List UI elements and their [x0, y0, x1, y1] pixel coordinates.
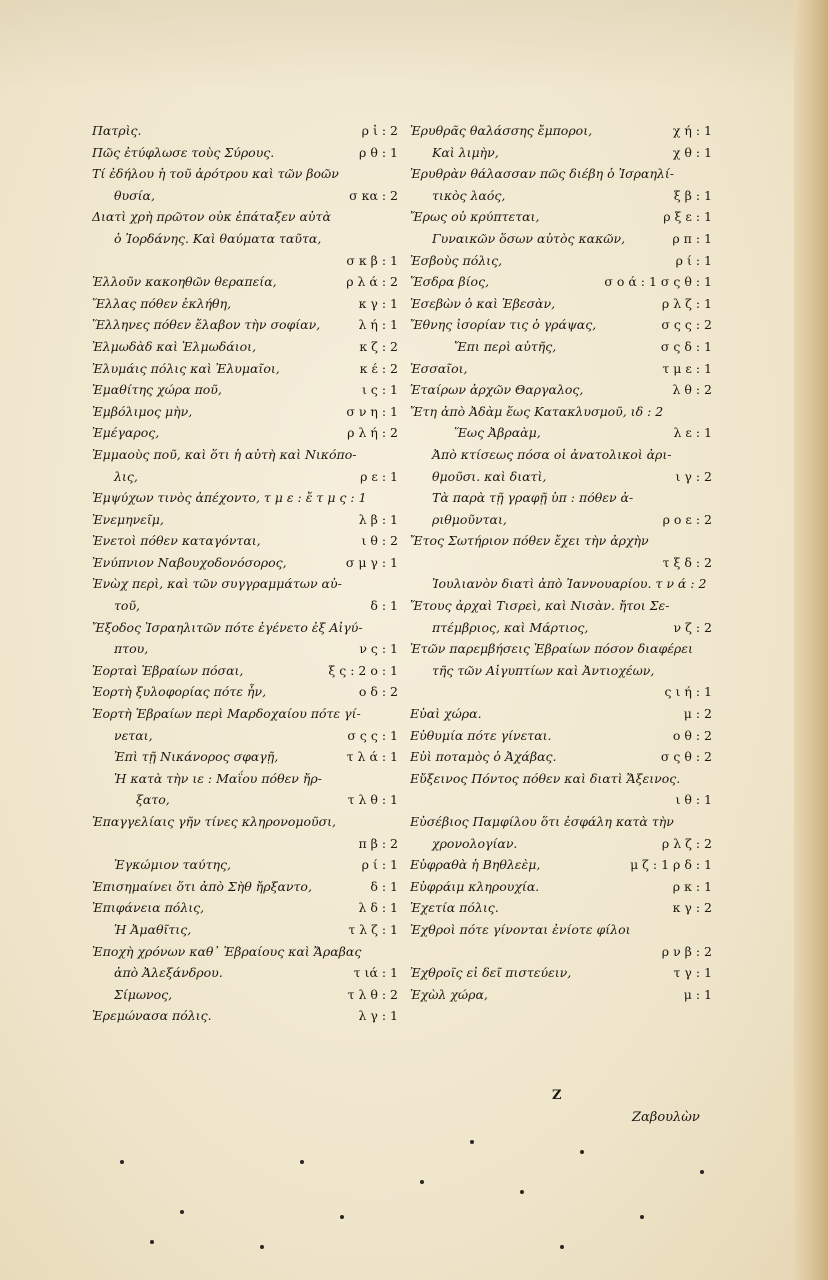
entry-text: Ἡ κατὰ τὴν ιε : Μαΐου πόθεν ἤρ- — [114, 770, 322, 786]
entry-text: Πατρὶς. — [92, 123, 142, 138]
index-entry — [92, 142, 398, 164]
index-entry — [92, 617, 398, 639]
index-entry — [410, 811, 712, 833]
entry-text: Ἐνετοὶ πόθεν καταγόνται, — [92, 533, 261, 549]
entry-text: Ἐμβόλιμος μὴν, — [92, 403, 193, 419]
bleed-dot — [180, 1210, 184, 1214]
entry-reference: τ μ ε : 1 — [662, 360, 712, 376]
bleed-dot — [560, 1245, 564, 1249]
entry-reference: σ κα : 2 — [349, 187, 398, 203]
index-entry — [92, 638, 398, 660]
entry-reference: τ ξ δ : 2 — [662, 554, 712, 570]
entry-reference: ι θ : 2 — [361, 533, 398, 549]
entry-text: Ἐμέγαρος, — [92, 425, 160, 441]
entry-text: ὁ Ἰορδάνης. Καὶ θαύματα ταῦτα, — [114, 230, 322, 246]
index-entry — [410, 681, 712, 703]
entry-text: τικὸς λαός, — [432, 187, 506, 203]
entry-text: Ἐσβοὺς πόλις, — [410, 252, 503, 268]
entry-text: Εὐφραθὰ ἡ Βηθλεὲμ, — [410, 857, 541, 873]
entry-text: Ἐλυμάις πόλις καὶ Ἐλυμαῖοι, — [92, 360, 280, 376]
entry-reference: τ γ : 1 — [673, 965, 712, 981]
index-entry — [92, 984, 398, 1006]
index-entry — [410, 358, 712, 380]
bleed-dot — [300, 1160, 304, 1164]
signature-mark: Z — [552, 1088, 562, 1103]
index-entry — [92, 897, 398, 919]
entry-text: Ἐρυθρὰν θάλασσαν πῶς διέβη ὁ Ἰσραηλί- — [410, 166, 674, 182]
entry-text: Ἐσσαῖοι, — [410, 360, 468, 376]
entry-text: πτου, — [114, 641, 149, 657]
bleed-dot — [120, 1160, 124, 1164]
index-entry — [92, 854, 398, 876]
index-entry — [410, 509, 712, 531]
index-entry — [410, 293, 712, 315]
entry-reference: ς ι ή : 1 — [664, 684, 712, 700]
entry-text: Ἐγκώμιον ταύτης, — [114, 857, 231, 873]
entry-reference: ρ λ ή : 2 — [347, 425, 398, 441]
entry-text: Ἐχετία πόλις. — [410, 900, 499, 916]
index-entry — [410, 919, 712, 941]
index-entry — [92, 789, 398, 811]
index-entry — [410, 314, 712, 336]
index-entry — [92, 941, 398, 963]
bleed-dot — [580, 1150, 584, 1154]
entry-reference: δ : 1 — [370, 598, 398, 614]
entry-reference: τ λ ζ : 1 — [348, 921, 398, 937]
entry-text: Ἔπι περὶ αὐτῆς, — [454, 338, 557, 354]
index-entry — [410, 228, 712, 250]
entry-reference: σ ς ς : 1 — [347, 727, 398, 743]
index-entry — [92, 206, 398, 228]
entry-text: Ἐμαθίτης χώρα ποῦ, — [92, 382, 222, 398]
entry-reference: χ ή : 1 — [672, 123, 712, 138]
entry-text: Ἑορτὴ Ἑβραίων περὶ Μαρδοχαίου πότε γί- — [92, 706, 361, 722]
entry-reference: μ : 1 — [683, 986, 712, 1002]
entry-reference: ο δ : 2 — [358, 684, 398, 700]
index-entry — [92, 962, 398, 984]
index-column-right — [410, 120, 712, 1005]
entry-text: λις, — [114, 468, 138, 484]
index-entry — [410, 530, 712, 552]
entry-text: θμοῦσι. καὶ διατὶ, — [432, 468, 547, 484]
entry-text: Ἕλλας πόθεν ἐκλήθη, — [92, 295, 232, 311]
entry-text: Ἐπιφάνεια πόλις, — [92, 900, 205, 916]
entry-reference: ν ζ : 2 — [673, 619, 712, 635]
entry-text: Τὰ παρὰ τῇ γραφῇ ὑπ : πόθεν ἀ- — [432, 490, 634, 506]
entry-text: Ἐνεμηνεῖμ, — [92, 511, 164, 527]
entry-reference: ν ς : 1 — [359, 641, 398, 657]
entry-reference: λ ή : 1 — [358, 317, 398, 333]
index-entry — [92, 444, 398, 466]
entry-text: Πῶς ἐτύφλωσε τοὺς Σύρους. — [92, 144, 275, 160]
index-entry — [92, 876, 398, 898]
entry-text: Ἐσεβὼν ὁ καὶ Ἐβεσὰν, — [410, 295, 556, 311]
entry-text: Ἔτος Σωτήριον πόθεν ἔχει τὴν ἀρχὴν — [410, 533, 649, 549]
entry-text: Ἔσδρα βίος, — [410, 274, 490, 290]
entry-reference: τ λ θ : 2 — [347, 986, 398, 1002]
entry-reference: σ ο ά : 1 σ ς θ : 1 — [604, 274, 712, 290]
entry-reference: ι θ : 1 — [675, 792, 712, 808]
entry-text: Σίμωνος, — [114, 986, 173, 1002]
entry-text: Ἐπαγγελίαις γῆν τίνες κληρονομοῦσι, — [92, 814, 337, 829]
index-entry — [92, 768, 398, 790]
index-entry — [92, 703, 398, 725]
catchword: Ζαβουλὼν — [632, 1110, 700, 1125]
index-entry — [92, 1005, 398, 1027]
entry-reference: κ έ : 2 — [359, 360, 398, 376]
entry-reference: κ ζ : 2 — [359, 338, 398, 354]
index-entry — [410, 206, 712, 228]
entry-text: Ἔξοδος Ἰσραηλιτῶν πότε ἐγένετο ἐξ Αἰγύ- — [92, 619, 363, 635]
entry-reference: τ λ ά : 1 — [346, 749, 398, 765]
index-entry — [92, 487, 398, 509]
entry-text: χρονολογίαν. — [432, 835, 518, 851]
index-entry — [92, 250, 398, 272]
entry-reference: ρ ί : 1 — [361, 857, 398, 873]
index-entry — [92, 358, 398, 380]
entry-reference: χ θ : 1 — [672, 144, 712, 160]
page-edge — [794, 0, 828, 1280]
index-entry — [410, 142, 712, 164]
entry-text: Ἐτῶν παρεμβήσεις Ἑβραίων πόσον διαφέρει — [410, 641, 693, 657]
index-entry — [410, 789, 712, 811]
entry-text: Ἐχθροὶ πότε γίνονται ἐνίοτε φίλοι — [410, 921, 631, 937]
index-entry — [410, 617, 712, 639]
entry-text: Ἐπὶ τῇ Νικάνορος σφαγῇ, — [114, 749, 279, 765]
entry-text: Ἔτους ἀρχαὶ Τισρεὶ, καὶ Νισὰν. ἤτοι Σε- — [410, 598, 670, 614]
bleed-dot — [640, 1215, 644, 1219]
entry-reference: κ γ : 2 — [672, 900, 712, 916]
index-column-left — [92, 120, 398, 1027]
entry-text: Ἐρυθρᾶς θαλάσσης ἔμποροι, — [410, 123, 593, 138]
entry-reference: ι ς : 1 — [362, 382, 398, 398]
index-entry — [92, 595, 398, 617]
entry-text: Εὐαὶ χώρα. — [410, 706, 482, 722]
entry-reference: ρ κ : 1 — [672, 878, 712, 894]
bleed-dot — [260, 1245, 264, 1249]
entry-text: Ἑορταὶ Ἑβραίων πόσαι, — [92, 662, 244, 678]
entry-text: Εὐσέβιος Παμφίλου ὅτι ἐσφάλη κατὰ τὴν — [410, 814, 674, 829]
index-entry — [410, 703, 712, 725]
entry-text: Εὐθυμία πότε γίνεται. — [410, 727, 552, 743]
entry-reference: σ ς ς : 2 — [661, 317, 712, 333]
entry-reference: τ ιά : 1 — [353, 965, 398, 981]
entry-text: Ἐποχὴ χρόνων καθ᾽ Ἑβραίους καὶ Ἄραβας — [92, 943, 362, 959]
index-entry — [410, 444, 712, 466]
entry-reference: κ γ : 1 — [358, 295, 398, 311]
index-entry — [92, 163, 398, 185]
index-entry — [410, 250, 712, 272]
index-entry — [410, 833, 712, 855]
index-entry — [410, 768, 712, 790]
entry-reference: σ μ γ : 1 — [345, 554, 398, 570]
entry-text: τοῦ, — [114, 598, 141, 614]
index-entry — [92, 379, 398, 401]
entry-reference: τ λ θ : 1 — [347, 792, 398, 808]
entry-text: Καὶ λιμὴν, — [432, 144, 499, 160]
index-entry — [410, 984, 712, 1006]
index-entry — [92, 509, 398, 531]
entry-text: Εὐὶ ποταμὸς ὁ Ἀχάβας. — [410, 749, 557, 765]
entry-reference: ρ ο ε : 2 — [662, 511, 712, 527]
entry-reference: σ ν η : 1 — [346, 403, 398, 419]
index-entry — [410, 876, 712, 898]
bleed-dot — [700, 1170, 704, 1174]
index-entry — [410, 163, 712, 185]
index-entry — [92, 919, 398, 941]
entry-reference: ρ λ ζ : 1 — [661, 295, 712, 311]
index-entry — [410, 660, 712, 682]
index-entry — [92, 271, 398, 293]
entry-text: ξατο, — [136, 792, 170, 808]
entry-text: Ἐνύπνιον Ναβουχοδονόσορος, — [92, 554, 287, 570]
entry-text: πτέμβριος, καὶ Μάρτιος, — [432, 619, 589, 635]
entry-reference: λ θ : 2 — [672, 382, 712, 398]
entry-text: ἀπὸ Ἀλεξάνδρου. — [114, 965, 223, 981]
entry-reference: ξ β : 1 — [673, 187, 712, 203]
index-entry — [410, 638, 712, 660]
entry-text: ριθμοῦνται, — [432, 511, 507, 527]
entry-text: Ἔθνης ἰσορίαν τις ὁ γράψας, — [410, 317, 597, 333]
entry-text: Ἐπισημαίνει ὅτι ἀπὸ Σὴθ ἤρξαντο, — [92, 878, 312, 894]
entry-text: Ἑταίρων ἀρχῶν Θαργαλος, — [410, 382, 584, 398]
entry-reference: π β : 2 — [358, 835, 398, 851]
bleed-dot — [520, 1190, 524, 1194]
index-entry — [410, 422, 712, 444]
entry-text: Ἕως Ἀβραὰμ, — [454, 425, 541, 441]
index-entry — [92, 725, 398, 747]
entry-reference: ρ ἱ : 2 — [361, 123, 398, 138]
bleed-dot — [470, 1140, 474, 1144]
entry-text: Τί ἐδήλου ἡ τοῦ ἀρότρου καὶ τῶν βοῶν — [92, 166, 339, 182]
entry-reference: ρ λ ζ : 2 — [661, 835, 712, 851]
entry-text: Ἐμμαοὺς ποῦ, καὶ ὅτι ἡ αὐτὴ καὶ Νικόπο- — [92, 446, 357, 462]
entry-text: Ἡ Ἀμαθῖτις, — [114, 921, 192, 937]
entry-text: Ἔτη ἀπὸ Ἀδὰμ ἕως Κατακλυσμοῦ, ιδ : 2 — [410, 403, 664, 419]
index-entry — [92, 314, 398, 336]
entry-text: Ἔρως οὐ κρύπτεται, — [410, 209, 540, 225]
index-entry — [410, 379, 712, 401]
index-entry — [92, 681, 398, 703]
entry-reference: ρ π : 1 — [672, 230, 712, 246]
index-entry — [410, 120, 712, 142]
entry-reference: ρ ν β : 2 — [661, 943, 712, 959]
index-entry — [410, 552, 712, 574]
index-entry — [92, 401, 398, 423]
index-entry — [92, 833, 398, 855]
index-entry — [92, 228, 398, 250]
bleed-dot — [340, 1215, 344, 1219]
index-entry — [92, 660, 398, 682]
entry-reference: ρ ξ ε : 1 — [663, 209, 712, 225]
entry-reference: ρ λ ά : 2 — [346, 274, 398, 290]
entry-reference: ρ θ : 1 — [359, 144, 398, 160]
entry-text: Ἐχθροῖς εἰ δεῖ πιστεύειν, — [410, 965, 572, 981]
entry-text: Ἐρεμώνασα πόλις. — [92, 1008, 212, 1024]
entry-text: Ἐνὼχ περὶ, καὶ τῶν συγγραμμάτων αὐ- — [92, 576, 342, 592]
index-entry — [92, 293, 398, 315]
entry-reference: ι γ : 2 — [675, 468, 712, 484]
entry-text: νεται, — [114, 727, 153, 743]
index-entry — [410, 487, 712, 509]
index-entry — [92, 552, 398, 574]
index-entry — [410, 336, 712, 358]
index-entry — [410, 854, 712, 876]
entry-text: Εὐφράιμ κληρουχία. — [410, 878, 540, 894]
page-top-shadow — [0, 0, 828, 90]
index-entry — [410, 962, 712, 984]
entry-reference: δ : 1 — [370, 878, 398, 894]
entry-text: Ἰουλιανὸν διατὶ ἀπὸ Ἰαννουαρίου. τ ν ά : 2 — [432, 576, 706, 592]
entry-reference: σ κ β : 1 — [346, 252, 398, 268]
bleed-dot — [420, 1180, 424, 1184]
index-entry — [92, 530, 398, 552]
entry-text: Εὔξεινος Πόντος πόθεν καὶ διατὶ Ἄξεινος. — [410, 770, 681, 786]
entry-text: Διατὶ χρὴ πρῶτον οὐκ ἐπάταξεν αὐτὰ — [92, 209, 331, 225]
index-entry — [92, 811, 398, 833]
entry-text: Ἕλληνες πόθεν ἔλαβον τὴν σοφίαν, — [92, 317, 321, 333]
entry-reference: λ γ : 1 — [358, 1008, 398, 1024]
index-entry — [92, 573, 398, 595]
entry-reference: λ β : 1 — [358, 511, 398, 527]
index-entry — [92, 746, 398, 768]
entry-reference: ξ ς : 2 ο : 1 — [328, 662, 398, 678]
entry-text: Ἑορτὴ ξυλοφορίας πότε ἦν, — [92, 684, 267, 700]
index-entry — [92, 336, 398, 358]
entry-text: Ἀπὸ κτίσεως πόσα οἱ ἀνατολικοὶ ἀρι- — [432, 446, 672, 462]
entry-text: Ἐμψύχων τινὸς ἀπέχοντο, τ μ ε : ἔ τ μ ς : 1 — [92, 490, 367, 506]
index-entry — [410, 185, 712, 207]
index-entry — [410, 401, 712, 423]
entry-text: τῆς τῶν Αἰγυπτίων καὶ Ἀντιοχέων, — [432, 662, 655, 678]
entry-reference: μ ζ : 1 ρ δ : 1 — [630, 857, 712, 873]
index-entry — [410, 725, 712, 747]
entry-reference: σ ς δ : 1 — [660, 338, 712, 354]
index-entry — [92, 185, 398, 207]
entry-reference: μ : 2 — [683, 706, 712, 722]
entry-reference: λ ε : 1 — [673, 425, 712, 441]
entry-text: Ἐλλοῦν κακοηθῶν θεραπεία, — [92, 274, 277, 290]
index-entry — [410, 573, 712, 595]
index-entry — [92, 422, 398, 444]
index-entry — [410, 271, 712, 293]
index-entry — [92, 120, 398, 142]
entry-reference: λ δ : 1 — [358, 900, 398, 916]
index-entry — [410, 897, 712, 919]
entry-reference: σ ς θ : 2 — [660, 749, 712, 765]
entry-reference: ο θ : 2 — [672, 727, 712, 743]
entry-reference: ρ ί : 1 — [675, 252, 712, 268]
index-entry — [92, 466, 398, 488]
index-entry — [410, 746, 712, 768]
entry-reference: ρ ε : 1 — [360, 468, 398, 484]
index-entry — [410, 466, 712, 488]
entry-text: θυσία, — [114, 187, 155, 203]
index-entry — [410, 595, 712, 617]
entry-text: Γυναικῶν ὅσων αὐτὸς κακῶν, — [432, 230, 626, 246]
entry-text: Ἐλμωδὰδ καὶ Ἐλμωδάιοι, — [92, 338, 257, 354]
bleed-dot — [150, 1240, 154, 1244]
index-entry — [410, 941, 712, 963]
entry-text: Ἐχὼλ χώρα, — [410, 986, 488, 1002]
